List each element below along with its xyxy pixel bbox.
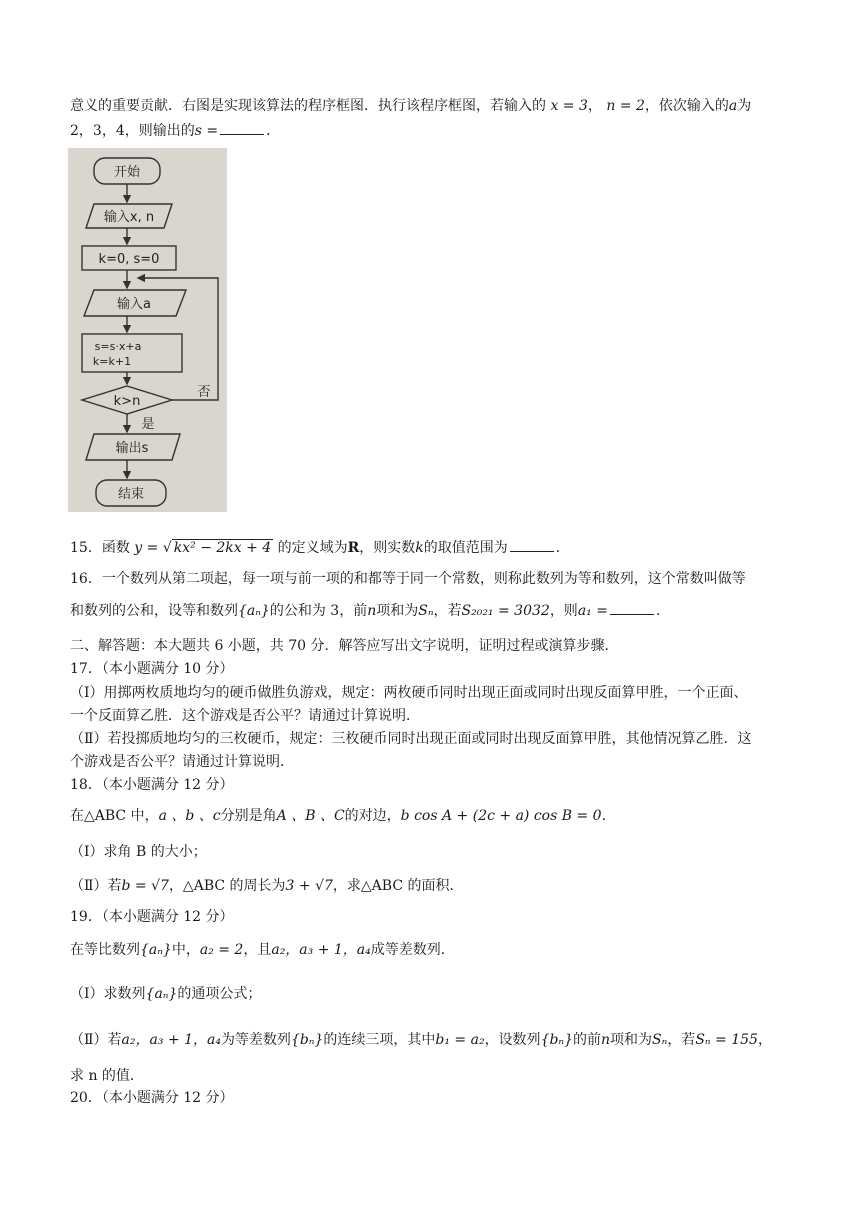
q19-bn: {bₙ} [540,1032,574,1048]
yes-label: 是 [141,417,155,432]
q16-Sn: Sₙ [418,603,434,619]
q15-text: 的定义域为 [277,540,348,556]
q19-text: 的连续三项，其中 [323,1032,436,1048]
question-18-part1: （Ⅰ）求角 B 的大小； [70,844,207,860]
intro-line-2: 2，3，4，则输出的s = ． [70,120,800,141]
q16-text: 和数列的公和，设等和数列 [70,603,238,619]
q15-text: ，则实数 [359,540,416,556]
q18-text: 在△ABC 中， [70,808,159,824]
math-x: x = 3 [550,98,588,114]
condition-label: k>n [113,394,141,409]
q19-Sn: Sₙ [652,1032,668,1048]
q16-text: ，若 [433,603,462,619]
q19-b1: b₁ = a₂ [435,1032,485,1048]
q16-text: 的公和为 3，前 [269,603,368,619]
q19-text: 的前 [573,1032,602,1048]
q19-an: {aₙ} [140,942,172,958]
q19-text: ， [757,1032,772,1048]
q19-a2: a₂ = 2 [199,942,244,958]
question-17-part1-b: 一个反面算乙胜．这个游戏是否公平？请通过计算说明． [70,708,420,724]
q19-text: 项和为 [610,1032,653,1048]
intro-text: 2，3，4，则输出的 [70,123,195,139]
q18-text: 的对边， [344,808,401,824]
q16-text: ，则 [549,603,578,619]
q16-n: n [367,603,377,619]
end-label: 结束 [117,487,145,502]
question-18-part2 [70,876,800,896]
q15-radicand: kx² − 2kx + 4 [173,540,272,556]
q15-text: 的取值范围为 [423,540,508,556]
q19-n: n [601,1032,611,1048]
q18-text: ，求△ABC 的面积． [332,878,464,894]
no-label: 否 [197,385,211,400]
input-a-label: 输入a [117,297,151,312]
update-label-2: k=k+1 [92,355,132,368]
answer-blank [510,537,554,552]
question-15: 15．函数 y = √ kx² − 2kx + 4 的定义域为R，则实数k的取值范围为 ． [70,537,800,558]
q15-R: R [347,540,360,556]
q18-eq: b cos A + (2c + a) cos B = 0 [400,808,602,824]
q19-terms: a₂，a₃ + 1，a₄ [121,1032,221,1048]
question-16-line-2: 和数列的公和，设等和数列{aₙ}的公和为 3，前n项和为Sₙ，若S₂₀₂₁ = 3032，则a₁ = ． [70,600,800,621]
input-xn-label: 输入x, n [103,210,155,225]
init-label: k=0, s=0 [98,252,160,267]
q19-text: 为等差数列 [220,1032,291,1048]
q19-bn: {bₙ} [290,1032,324,1048]
answer-blank [220,120,264,135]
question-17-title: 17．（本小题满分 10 分） [70,661,234,677]
q16-text: 项和为 [376,603,419,619]
start-label: 开始 [113,165,141,180]
question-19-part2-end: 求 n 的值． [70,1068,144,1084]
q18-text: 分别是角 [220,808,277,824]
q18-b: b = √7 [121,878,169,894]
update-label-1: s=s·x+a [94,340,142,353]
question-19-title: 19．（本小题满分 12 分） [70,909,234,925]
q16-a1: a₁ = [577,603,608,619]
q18-text: ，△ABC 的周长为 [168,878,286,894]
question-19-stem [70,940,800,960]
math-n: n = 2 [606,98,645,114]
intro-text: 意义的重要贡献．右图是实现该算法的程序框图．执行该程序框图，若输入的 [70,98,546,114]
intro-text: ，依次输入的 [644,98,729,114]
q15-k: k [415,540,424,556]
question-17-part2-a: （Ⅱ）若投掷质地均匀的三枚硬币，规定：三枚硬币同时出现正面或同时出现反面算甲胜，其他情况算乙胜．这 [70,731,752,747]
question-18-title: 18．（本小题满分 12 分） [70,777,234,793]
q16-an: {aₙ} [238,603,270,619]
question-20-title: 20．（本小题满分 12 分） [70,1090,234,1106]
q19-Sn-eq: Sₙ = 155 [695,1032,758,1048]
q19-text: （Ⅰ）求数列 [70,986,146,1002]
q19-text: 在等比数列 [70,942,140,958]
q18-ABC: A 、B 、C [276,808,345,824]
q19-text: 的通项公式； [177,986,262,1002]
q18-abc: a 、b 、c [158,808,221,824]
q18-perimeter: 3 + √7 [285,878,333,894]
section-heading: 二、解答题：本大题共 6 小题，共 70 分．解答应写出文字说明，证明过程或演算步骤． [70,638,619,654]
math-s: s = [194,123,219,139]
q19-text: ，设数列 [484,1032,541,1048]
q19-text: （Ⅱ）若 [70,1032,122,1048]
intro-text: 为 [737,98,752,114]
math-a: a [728,98,738,114]
q16-S2021: S₂₀₂₁ = 3032 [461,603,550,619]
question-18-stem: 在△ABC 中，a 、b 、c分别是角A 、B 、C的对边，b cos A + (2c + a) cos B = 0． [70,808,616,824]
q18-text: （Ⅱ）若 [70,878,122,894]
question-17-part2-b: 个游戏是否公平？请通过计算说明． [70,754,294,770]
q19-text: ，且 [243,942,272,958]
question-19-part2 [70,1030,800,1050]
answer-blank [610,600,654,615]
q19-an: {aₙ} [145,986,178,1002]
flowchart-figure [68,148,227,512]
question-19-part1 [70,984,800,1004]
q19-text: 成等差数列． [370,942,455,958]
q19-text: 中， [171,942,200,958]
q15-num: 15．函数 [70,540,130,556]
output-label: 输出s [115,441,149,456]
intro-line-1: 意义的重要贡献．右图是实现该算法的程序框图．执行该程序框图，若输入的 x = 3， n = 2，依次输入的a为 [70,98,752,114]
q19-text: ，若 [667,1032,696,1048]
q15-y: y = [134,540,159,556]
question-17-part1-a: （Ⅰ）用掷两枚质地均匀的硬币做胜负游戏，规定：两枚硬币同时出现正面或同时出现反面算甲胜，一个正面、 [70,685,748,701]
q19-terms: a₂，a₃ + 1，a₄ [271,942,371,958]
question-16-line-1: 16．一个数列从第二项起，每一项与前一项的和都等于同一个常数，则称此数列为等和数列，这个常数叫做等 [70,571,746,587]
